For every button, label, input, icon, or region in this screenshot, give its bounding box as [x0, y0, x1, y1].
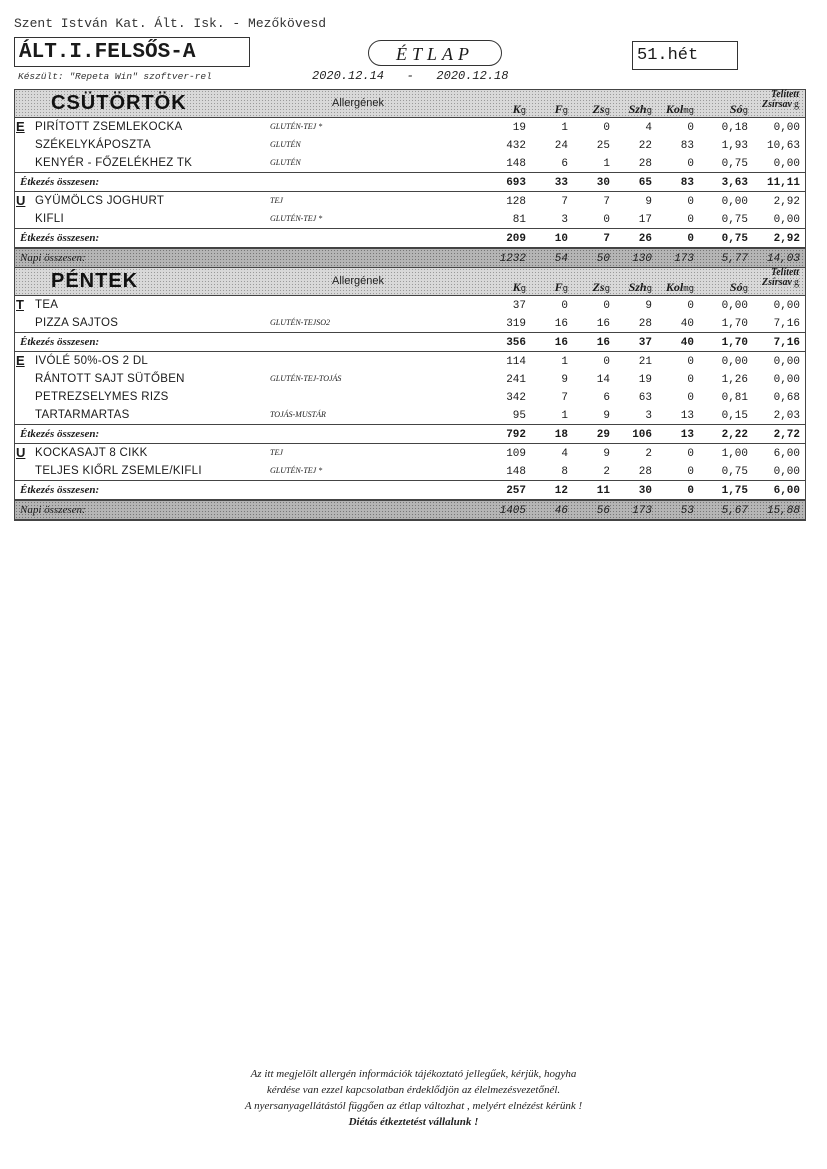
food-allergen: GLUTÉN-TEJ *	[270, 214, 323, 223]
value-kol: 0	[687, 196, 694, 208]
footer-notice	[0, 1066, 827, 1130]
school-name: Szent István Kat. Ált. Isk. - Mezőkövesd	[14, 16, 327, 31]
value-zs: 16	[596, 318, 610, 330]
value-kol: 40	[680, 337, 694, 349]
food-name: PETREZSELYMES RIZS	[35, 391, 169, 403]
column-unit-szh: g	[646, 106, 652, 116]
value-szh: 21	[638, 356, 652, 368]
zsirsav-text: Zsírsav	[762, 277, 792, 288]
value-zs: 9	[603, 410, 610, 422]
value-k: 148	[506, 466, 526, 478]
value-szh: 3	[645, 410, 652, 422]
food-allergen: GLUTÉN	[270, 158, 301, 167]
food-name: KENYÉR - FŐZELÉKHEZ TK	[35, 157, 193, 169]
value-zs: 0	[603, 122, 610, 134]
value-so: 1,75	[721, 485, 748, 497]
footer-line-4: Diétás étkeztetést vállalunk !	[348, 1116, 479, 1128]
day-name: PÉNTEK	[51, 270, 139, 292]
value-so: 0,18	[721, 122, 748, 134]
value-so: 3,63	[721, 177, 748, 189]
value-szh: 63	[638, 392, 652, 404]
food-name: TARTARMARTAS	[35, 409, 130, 421]
meal-code: U	[16, 445, 26, 460]
value-k: 81	[512, 214, 526, 226]
value-kol: 0	[687, 374, 694, 386]
day-header	[15, 268, 805, 295]
food-name: PIZZA SAJTOS	[35, 317, 119, 329]
value-szh: 28	[638, 318, 652, 330]
value-so: 1,26	[721, 374, 748, 386]
zsirsav-unit: g	[794, 277, 799, 288]
value-f: 24	[554, 140, 568, 152]
column-unit-k: g	[520, 106, 526, 116]
value-k: 209	[506, 233, 526, 245]
value-f: 7	[561, 392, 568, 404]
food-name: RÁNTOTT SAJT SÜTŐBEN	[35, 373, 185, 385]
value-zs: 9	[603, 448, 610, 460]
value-szh: 19	[638, 374, 652, 386]
value-zs: 1	[603, 158, 610, 170]
column-unit-f: g	[562, 284, 568, 294]
value-tz: 15,88	[766, 505, 800, 517]
page-title: ÉTLAP	[368, 40, 502, 66]
value-kol: 0	[687, 158, 694, 170]
value-szh: 130	[632, 253, 652, 265]
meal-total-row	[15, 424, 805, 444]
day-name: CSÜTÖRTÖK	[51, 92, 187, 114]
value-tz: 7,16	[773, 337, 800, 349]
value-tz: 0,00	[773, 122, 800, 134]
column-unit-zs: g	[604, 106, 610, 116]
value-kol: 83	[680, 177, 694, 189]
date-range	[312, 69, 508, 83]
food-row	[15, 388, 805, 406]
food-row	[15, 462, 805, 480]
value-zs: 0	[603, 356, 610, 368]
food-row	[15, 210, 805, 228]
value-szh: 28	[638, 466, 652, 478]
footer-line-1: Az itt megjelölt allergén információk tájékoztató jellegűek, kérjük, hogyha	[250, 1068, 577, 1080]
food-allergen: GLUTÉN-TEJ-TOJÁS	[270, 374, 342, 383]
value-tz: 0,68	[773, 392, 800, 404]
column-label-so: Só	[729, 102, 743, 116]
footer-line-2: kérdése van ezzel kapcsolatban érdeklődjön az élelmezésvezetőnél.	[266, 1084, 561, 1096]
food-allergen: TEJ	[270, 448, 283, 457]
column-label-zs: Zs	[592, 102, 605, 116]
value-szh: 22	[638, 140, 652, 152]
meal-total-row	[15, 172, 805, 192]
column-unit-kol: mg	[683, 284, 694, 294]
value-so: 5,77	[721, 253, 748, 265]
value-zs: 16	[596, 337, 610, 349]
column-unit-szh: g	[646, 284, 652, 294]
value-zs: 30	[596, 177, 610, 189]
value-f: 3	[561, 214, 568, 226]
value-tz: 0,00	[773, 158, 800, 170]
meal-total-label: Étkezés összesen:	[20, 484, 100, 496]
date-to: 2020.12.18	[436, 69, 509, 83]
value-szh: 173	[632, 505, 652, 517]
value-f: 8	[561, 466, 568, 478]
value-k: 128	[506, 196, 526, 208]
value-tz: 6,00	[773, 485, 800, 497]
food-name: KIFLI	[35, 213, 64, 225]
meal-code: U	[16, 193, 26, 208]
column-header-so	[730, 102, 748, 117]
value-k: 148	[506, 158, 526, 170]
value-tz: 10,63	[766, 140, 800, 152]
value-kol: 53	[680, 505, 694, 517]
value-tz: 2,03	[773, 410, 800, 422]
value-f: 18	[554, 429, 568, 441]
column-label-so: Só	[729, 280, 743, 294]
software-note: Készült: "Repeta Win" szoftver-rel	[18, 71, 212, 82]
value-k: 1232	[499, 253, 526, 265]
food-row	[15, 154, 805, 172]
food-row	[15, 295, 805, 314]
value-zs: 2	[603, 466, 610, 478]
value-k: 109	[506, 448, 526, 460]
food-allergen: TEJ	[270, 196, 283, 205]
value-kol: 0	[687, 300, 694, 312]
value-so: 0,00	[721, 300, 748, 312]
value-so: 0,15	[721, 410, 748, 422]
food-row	[15, 352, 805, 370]
value-kol: 0	[687, 356, 694, 368]
value-szh: 28	[638, 158, 652, 170]
value-k: 19	[512, 122, 526, 134]
value-so: 0,81	[721, 392, 748, 404]
value-kol: 13	[680, 410, 694, 422]
value-f: 46	[554, 505, 568, 517]
column-label-szh: Szh	[628, 102, 647, 116]
value-szh: 4	[645, 122, 652, 134]
column-label-k: K	[512, 102, 521, 116]
value-k: 792	[506, 429, 526, 441]
food-allergen: GLUTÉN	[270, 140, 301, 149]
value-f: 9	[561, 374, 568, 386]
value-so: 2,22	[721, 429, 748, 441]
value-so: 0,75	[721, 233, 748, 245]
meal-code: T	[16, 297, 24, 312]
value-zs: 7	[603, 233, 610, 245]
telitett-label: Telített	[771, 89, 799, 100]
column-unit-so: g	[742, 106, 748, 116]
column-unit-k: g	[520, 284, 526, 294]
column-unit-f: g	[562, 106, 568, 116]
column-label-k: K	[512, 280, 521, 294]
value-so: 0,75	[721, 158, 748, 170]
meal-total-label: Étkezés összesen:	[20, 176, 100, 188]
food-name: GYÜMÖLCS JOGHURT	[35, 195, 165, 207]
food-name: TELJES KIŐRL ZSEMLE/KIFLI	[35, 465, 202, 477]
value-k: 95	[512, 410, 526, 422]
value-zs: 56	[596, 505, 610, 517]
column-header-szh	[629, 280, 652, 295]
value-f: 12	[554, 485, 568, 497]
value-k: 342	[506, 392, 526, 404]
value-so: 0,75	[721, 214, 748, 226]
food-allergen: GLUTÉN-TEJ *	[270, 466, 323, 475]
value-szh: 65	[638, 177, 652, 189]
column-header-k	[513, 102, 526, 117]
value-so: 0,00	[721, 196, 748, 208]
food-allergen: GLUTÉN-TEJSO2	[270, 318, 331, 327]
food-name: PIRÍTOTT ZSEMLEKOCKA	[35, 121, 183, 133]
meal-total-row	[15, 332, 805, 352]
column-header-f	[555, 280, 568, 295]
value-tz: 2,92	[773, 196, 800, 208]
column-header-kol	[666, 102, 694, 117]
allergen-header: Allergének	[332, 97, 384, 109]
value-kol: 0	[687, 448, 694, 460]
value-kol: 173	[674, 253, 694, 265]
food-name: IVÓLÉ 50%-OS 2 DL	[35, 355, 149, 367]
value-zs: 25	[596, 140, 610, 152]
meal-total-label: Étkezés összesen:	[20, 336, 100, 348]
column-header-k	[513, 280, 526, 295]
value-so: 1,00	[721, 448, 748, 460]
class-name: ÁLT.I.FELSŐS-A	[14, 37, 250, 67]
value-zs: 0	[603, 300, 610, 312]
value-so: 0,75	[721, 466, 748, 478]
column-header-szh	[629, 102, 652, 117]
column-header-telitett	[762, 90, 799, 110]
day-total-row	[15, 248, 805, 268]
value-tz: 7,16	[773, 318, 800, 330]
column-header-kol	[666, 280, 694, 295]
date-separator: -	[406, 69, 414, 83]
value-so: 1,70	[721, 337, 748, 349]
food-name: KOCKASAJT 8 CIKK	[35, 447, 148, 459]
telitett-label: Telített	[771, 267, 799, 278]
meal-total-label: Étkezés összesen:	[20, 428, 100, 440]
column-label-szh: Szh	[628, 280, 647, 294]
day-total-label: Napi összesen:	[20, 504, 86, 516]
value-f: 10	[554, 233, 568, 245]
week-number: 51.hét	[632, 41, 738, 70]
column-label-zs: Zs	[592, 280, 605, 294]
value-k: 114	[506, 356, 526, 368]
value-k: 356	[506, 337, 526, 349]
value-zs: 50	[596, 253, 610, 265]
food-row	[15, 117, 805, 136]
value-tz: 0,00	[773, 466, 800, 478]
value-kol: 0	[687, 122, 694, 134]
footer-line-3: A nyersanyagellátástól függően az étlap változhat , melyért elnézést kérünk !	[244, 1100, 583, 1112]
allergen-header: Allergének	[332, 275, 384, 287]
value-so: 0,00	[721, 356, 748, 368]
column-unit-zs: g	[604, 284, 610, 294]
value-f: 54	[554, 253, 568, 265]
value-k: 241	[506, 374, 526, 386]
value-szh: 9	[645, 300, 652, 312]
value-kol: 13	[680, 429, 694, 441]
value-szh: 2	[645, 448, 652, 460]
value-tz: 6,00	[773, 448, 800, 460]
food-allergen: GLUTÉN-TEJ *	[270, 122, 323, 131]
meal-total-label: Étkezés összesen:	[20, 232, 100, 244]
value-kol: 83	[680, 140, 694, 152]
value-kol: 40	[680, 318, 694, 330]
zsirsav-label	[762, 100, 799, 110]
date-from: 2020.12.14	[312, 69, 385, 83]
value-so: 5,67	[721, 505, 748, 517]
day-total-label: Napi összesen:	[20, 252, 86, 264]
food-row	[15, 192, 805, 210]
value-kol: 0	[687, 233, 694, 245]
food-row	[15, 136, 805, 154]
value-f: 16	[554, 337, 568, 349]
menu-table	[14, 89, 806, 521]
column-label-kol: Kol	[665, 280, 684, 294]
food-name: SZÉKELYKÁPOSZTA	[35, 139, 151, 151]
value-kol: 0	[687, 485, 694, 497]
day-total-row	[15, 500, 805, 520]
value-zs: 29	[596, 429, 610, 441]
value-so: 1,70	[721, 318, 748, 330]
food-row	[15, 370, 805, 388]
value-f: 1	[561, 122, 568, 134]
value-k: 432	[506, 140, 526, 152]
value-szh: 37	[638, 337, 652, 349]
column-unit-kol: mg	[683, 106, 694, 116]
column-header-zs	[593, 280, 610, 295]
value-szh: 26	[638, 233, 652, 245]
zsirsav-unit: g	[794, 99, 799, 110]
value-f: 6	[561, 158, 568, 170]
meal-code: E	[16, 353, 25, 368]
column-unit-so: g	[742, 284, 748, 294]
column-label-kol: Kol	[665, 102, 684, 116]
value-szh: 9	[645, 196, 652, 208]
value-f: 16	[554, 318, 568, 330]
column-header-f	[555, 102, 568, 117]
meal-total-row	[15, 228, 805, 248]
food-name: TEA	[35, 299, 59, 311]
value-f: 7	[561, 196, 568, 208]
food-row	[15, 444, 805, 462]
value-zs: 6	[603, 392, 610, 404]
value-tz: 0,00	[773, 356, 800, 368]
value-szh: 30	[638, 485, 652, 497]
value-f: 1	[561, 356, 568, 368]
column-header-zs	[593, 102, 610, 117]
value-k: 37	[512, 300, 526, 312]
zsirsav-text: Zsírsav	[762, 99, 792, 110]
value-f: 1	[561, 410, 568, 422]
value-szh: 106	[632, 429, 652, 441]
day-header	[15, 90, 805, 117]
food-row	[15, 406, 805, 424]
value-kol: 0	[687, 392, 694, 404]
value-so: 1,93	[721, 140, 748, 152]
value-szh: 17	[638, 214, 652, 226]
value-tz: 2,72	[773, 429, 800, 441]
value-tz: 2,92	[773, 233, 800, 245]
value-k: 1405	[499, 505, 526, 517]
value-f: 33	[554, 177, 568, 189]
value-tz: 11,11	[766, 177, 800, 189]
value-tz: 0,00	[773, 214, 800, 226]
value-zs: 14	[596, 374, 610, 386]
value-k: 319	[506, 318, 526, 330]
value-tz: 0,00	[773, 300, 800, 312]
value-k: 693	[506, 177, 526, 189]
food-allergen: TOJÁS-MUSTÁR	[270, 410, 326, 419]
value-kol: 0	[687, 214, 694, 226]
value-zs: 7	[603, 196, 610, 208]
value-f: 0	[561, 300, 568, 312]
column-label-f: F	[554, 102, 563, 116]
column-header-telitett	[762, 268, 799, 288]
value-tz: 14,03	[766, 253, 800, 265]
value-tz: 0,00	[773, 374, 800, 386]
value-zs: 11	[596, 485, 610, 497]
value-f: 4	[561, 448, 568, 460]
value-zs: 0	[603, 214, 610, 226]
value-k: 257	[506, 485, 526, 497]
column-header-so	[730, 280, 748, 295]
meal-code: E	[16, 119, 25, 134]
food-row	[15, 314, 805, 332]
meal-total-row	[15, 480, 805, 500]
column-label-f: F	[554, 280, 563, 294]
value-kol: 0	[687, 466, 694, 478]
zsirsav-label	[762, 278, 799, 288]
